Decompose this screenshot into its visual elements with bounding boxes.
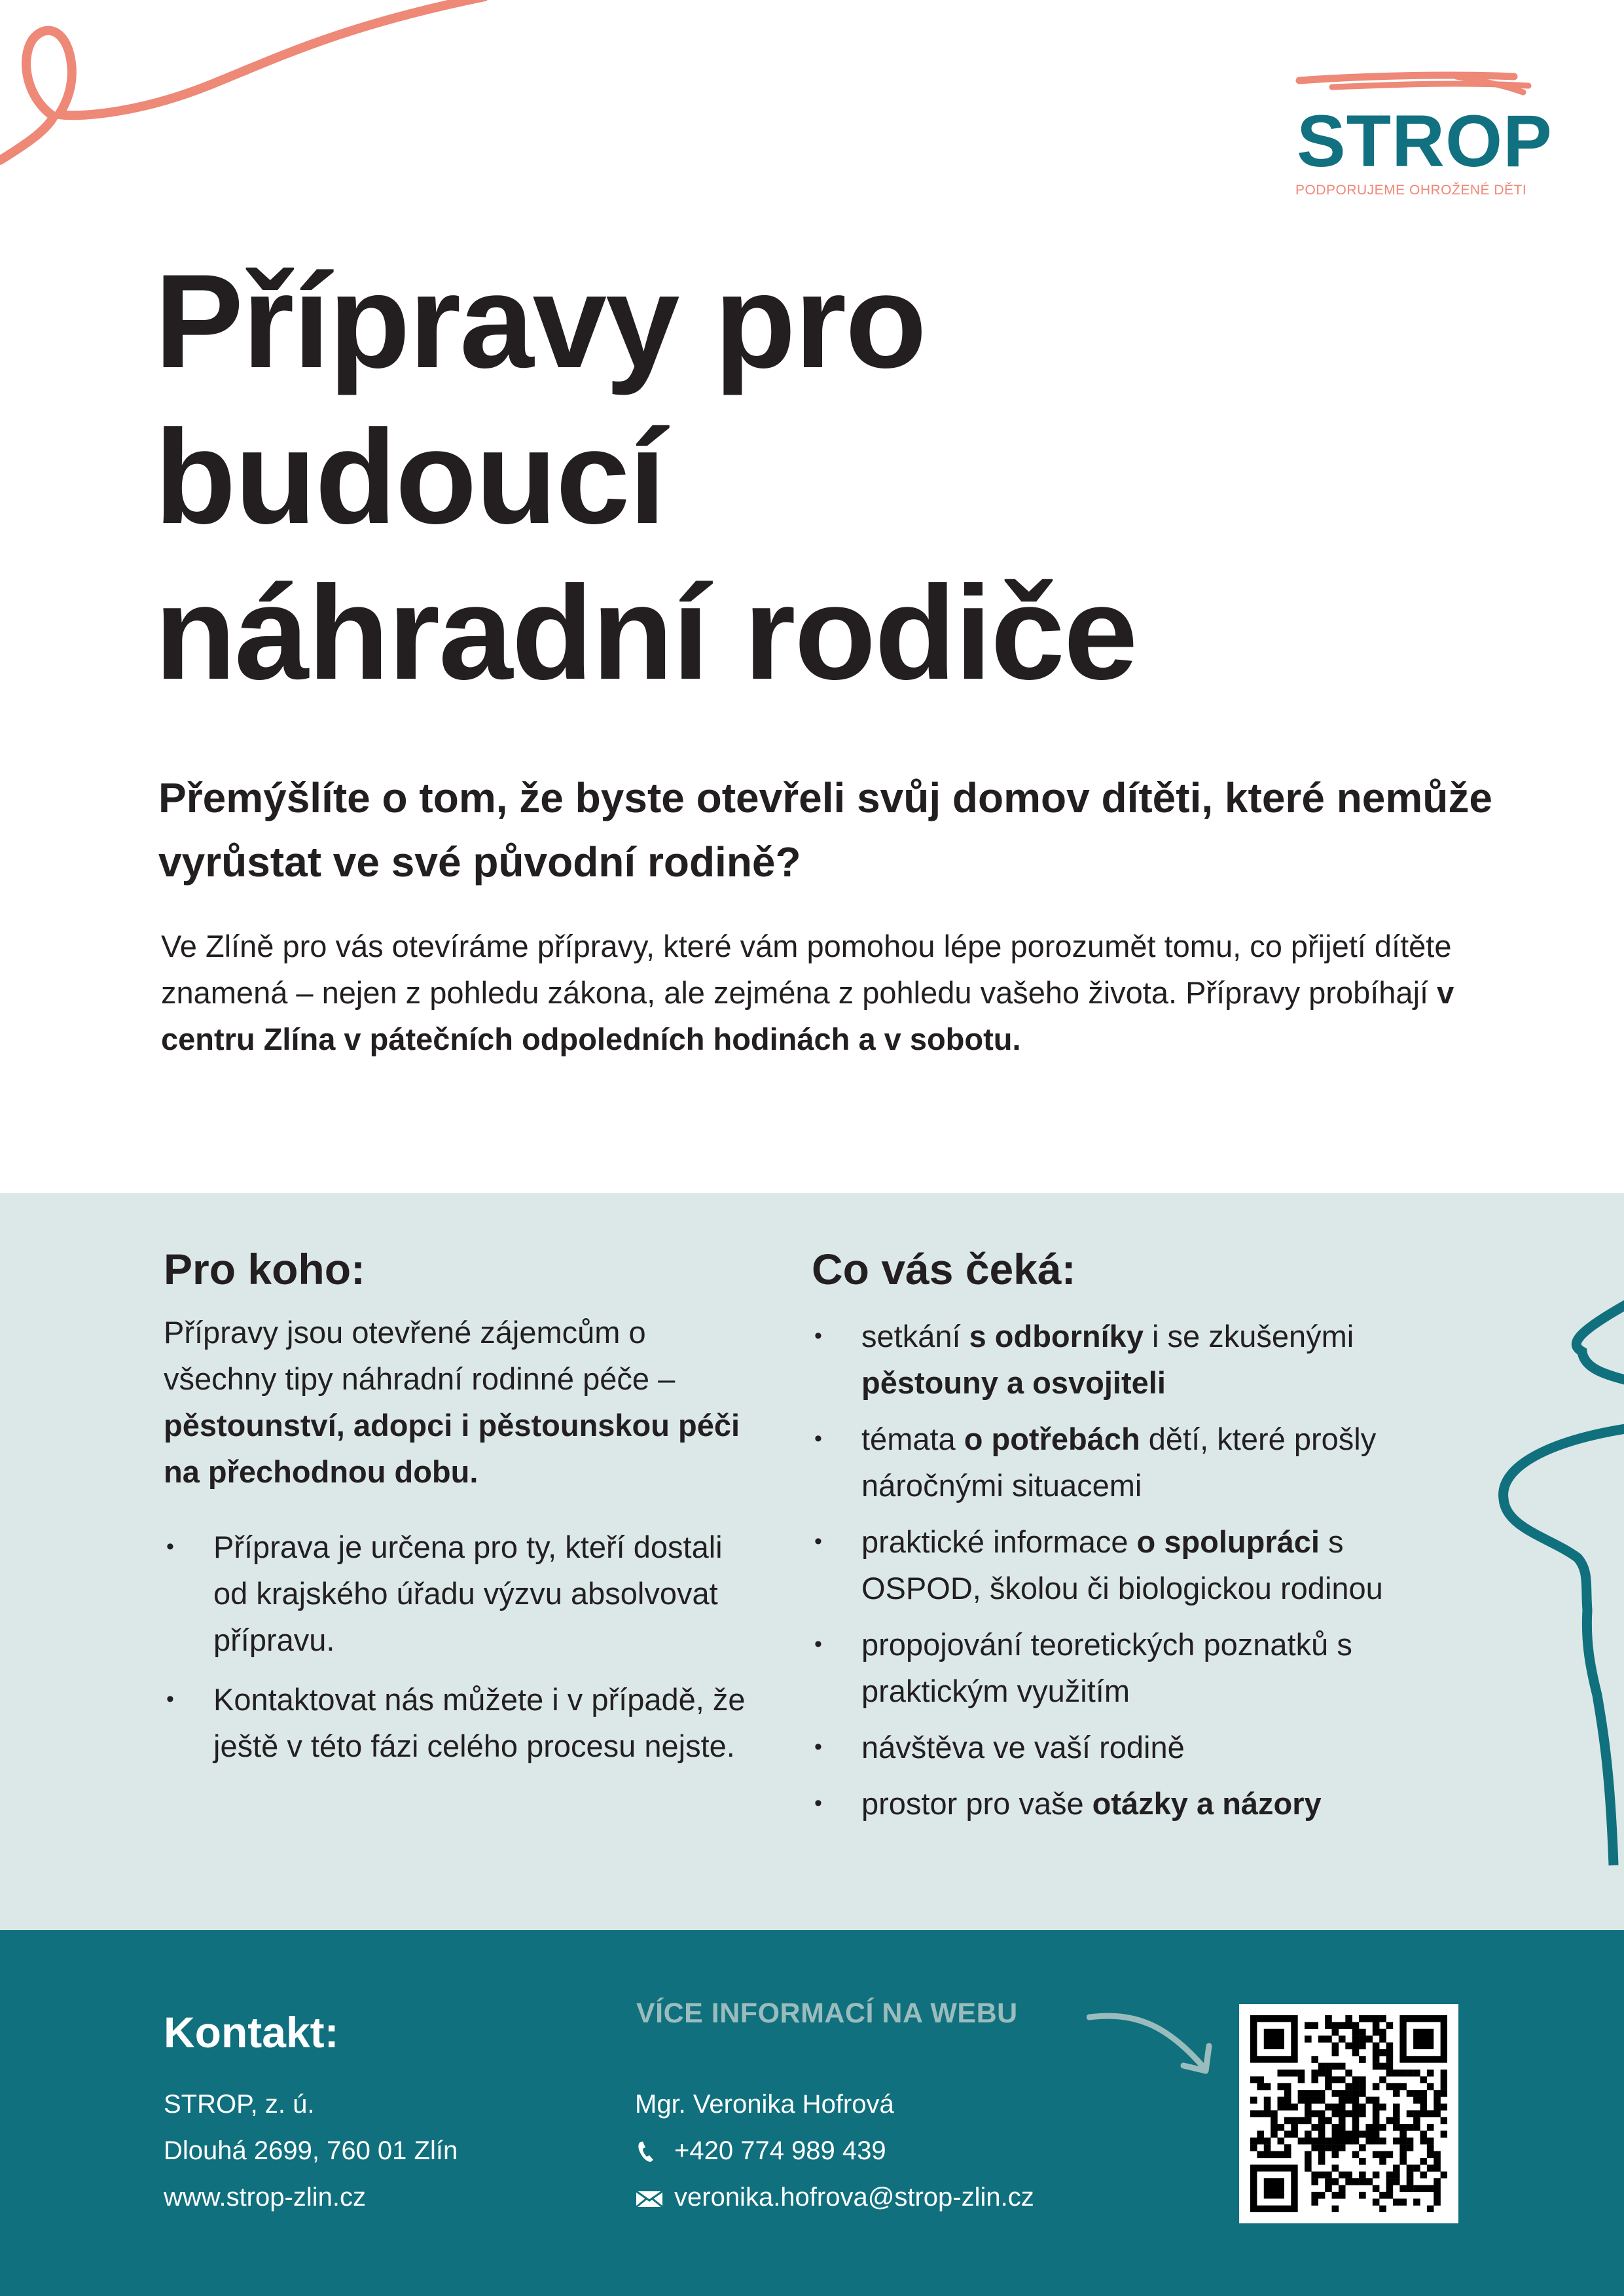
contact-heading: Kontakt: [164,2008,339,2056]
phone-number: +420 774 989 439 [674,2136,886,2165]
teal-wave-decoration [1440,1276,1624,1930]
list-item [812,1724,1466,1770]
title-line: Přípravy pro [154,247,926,396]
qr-code[interactable] [1239,2004,1458,2223]
email-icon [635,2185,666,2211]
list-item [812,1621,1466,1714]
coral-loop-decoration [0,0,497,183]
more-info-label: VÍCE INFORMACÍ NA WEBU [636,1998,1018,2029]
list-item-bold: o spolupráci [1136,1524,1320,1559]
for-whom-text [164,1309,753,1495]
for-whom-bold: pěstounství, adopci i pěstounskou péči na přechodnou dobu. [164,1408,740,1489]
for-whom-heading: Pro koho: [164,1245,365,1293]
list-item-text: návštěva ve vaší rodině [861,1730,1185,1765]
list-item: • Příprava je určena pro ty, kteří dostali od krajského úřadu výzvu absolvovat přípravu. [164,1524,753,1663]
list-item-text: setkání [861,1319,969,1354]
phone-icon [635,2138,666,2164]
what-awaits-heading: Co vás čeká: [812,1245,1076,1293]
contact-person-block [635,2081,1034,2221]
list-item-text: dětí, které prošly náročnými situacemi [861,1422,1377,1503]
org-address: Dlouhá 2699, 760 01 Zlín [164,2136,458,2165]
person-name: Mgr. Veronika Hofrová [635,2090,894,2119]
title-line: náhradní rodiče [154,558,1137,708]
list-item-text: s OSPOD, školou či biologickou rodinou [861,1524,1383,1605]
what-awaits-list [812,1313,1466,1827]
contact-address-block [164,2081,458,2221]
intro-bold: v centru Zlína v pátečních odpoledních hodinách a v sobotu. [161,975,1454,1056]
list-item-bold: s odborníky [969,1319,1144,1354]
list-item [812,1416,1466,1509]
list-item-bold: pěstouny a osvojiteli [861,1365,1166,1400]
intro-text: Ve Zlíně pro vás otevíráme přípravy, které vám pomohou lépe porozumět tomu, co přijetí dítěte znamená – nejen z pohledu zákona, ale zejména z pohledu vašeho života. Přípravy probíhají [161,929,1452,1010]
logo-wordmark: STROP [1297,100,1553,182]
list-item-text: i se zkušenými [1143,1319,1354,1354]
qr-code-icon [1250,2015,1447,2212]
list-item-text: prostor pro vaše [861,1786,1092,1821]
org-name: STROP, z. ú. [164,2090,315,2119]
email-row[interactable] [635,2174,1034,2221]
list-item: • Kontaktovat nás můžete i v případě, že ještě v této fázi celého procesu nejste. [164,1676,753,1769]
list-item-text: propojování teoretických poznatků s praktickým využitím [861,1627,1352,1708]
email-address: veronika.hofrova@strop-zlin.cz [674,2183,1034,2212]
list-item [812,1518,1466,1611]
title-line: budoucí [154,403,665,552]
intro-paragraph [161,923,1470,1062]
list-item-text: témata [861,1422,964,1456]
list-item [812,1313,1466,1406]
phone-row[interactable] [635,2128,1034,2174]
what-awaits-column [812,1247,1466,1837]
for-whom-plain: Přípravy jsou otevřené zájemcům o všechny tipy náhradní rodinné péče – [164,1315,676,1396]
list-item-text: praktické informace [861,1524,1137,1559]
list-item [812,1780,1466,1827]
subtitle-question: Přemýšlíte o tom, že byste otevřeli svůj domov dítěti, které nemůže vyrůstat ve své původní rodině? [158,774,1492,886]
page-title [154,243,1136,711]
for-whom-column [164,1247,753,1782]
list-item-bold: o potřebách [964,1422,1140,1456]
logo-tagline: PODPORUJEME OHROŽENÉ DĚTI [1295,183,1527,198]
for-whom-list [164,1524,753,1769]
list-item-bold: otázky a názory [1092,1786,1322,1821]
website-link[interactable]: www.strop-zlin.cz [164,2183,366,2212]
